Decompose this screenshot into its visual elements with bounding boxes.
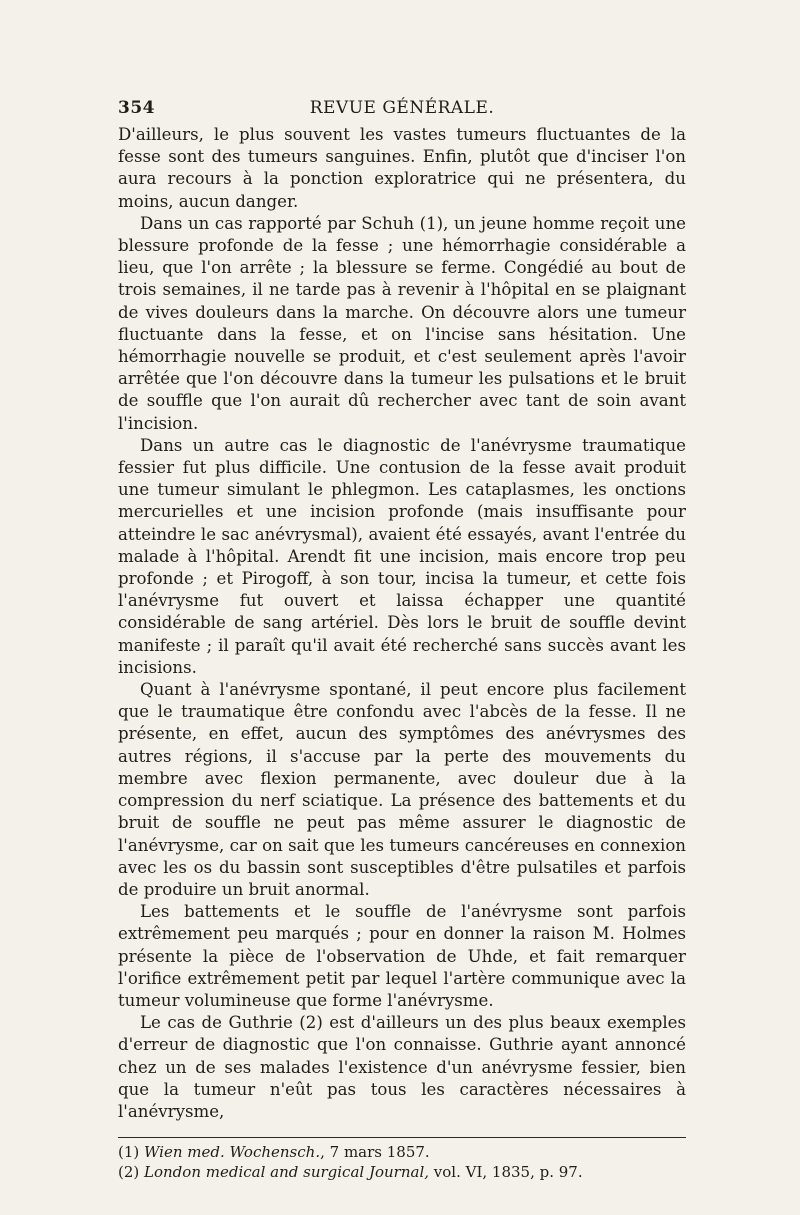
footnote-source: London medical and surgical Journal,: [144, 1163, 430, 1182]
footnote-1: [118, 1142, 686, 1162]
page-number: 354: [118, 98, 155, 118]
paragraph: D'ailleurs, le plus souvent les vastes tumeurs fluctuantes de la fesse sont des tumeurs sanguines. Enfin, plutôt que d'inciser l'on aura recours à la ponction exploratrice qui ne présentera, du moins, aucun danger.: [118, 125, 686, 211]
footnotes: [118, 1142, 686, 1182]
paragraph: Les battements et le souffle de l'anévrysme sont parfois extrêmement peu marqués ; pour en donner la raison M. Holmes présente la pièce de l'observation de Uhde, et fait remarquer l'orifice extrêmement petit par lequel l'artère communique avec la tumeur volumineuse que forme l'anévrysme.: [118, 902, 686, 1010]
footnote-detail: vol. VI, 1835, p. 97.: [429, 1163, 583, 1182]
paragraph: Le cas de Guthrie (2) est d'ailleurs un des plus beaux exemples d'erreur de diagnostic que l'on connaisse. Guthrie ayant annoncé chez un de ses malades l'existence d'un anévrysme fessier, bien que la tumeur n'eût pas tous les caractères nécessaires à l'anévrysme,: [118, 1013, 686, 1121]
footnote-source: Wien med. Wochensch.: [144, 1143, 321, 1162]
running-title: REVUE GÉNÉRALE.: [309, 98, 495, 118]
page: [118, 98, 686, 1182]
footnote-marker: (1): [118, 1143, 140, 1162]
footnote-marker: (2): [118, 1163, 140, 1182]
footnote-divider: [118, 1137, 686, 1138]
footnote-detail: , 7 mars 1857.: [320, 1143, 430, 1162]
footnote-2: [118, 1162, 686, 1182]
body-text: [118, 124, 686, 1123]
paragraph: Quant à l'anévrysme spontané, il peut encore plus facilement que le traumatique être confondu avec l'abcès de la fesse. Il ne présente, en effet, aucun des symptômes des anévrysmes des autres régions, il s'accuse par la perte des mouvements du membre avec flexion permanente, avec douleur due à la compression du nerf sciatique. La présence des battements et du bruit de souffle ne peut pas même assurer le diagnostic de l'anévrysme, car on sait que les tumeurs cancéreuses en connexion avec les os du bassin sont susceptibles d'être pulsatiles et parfois de produire un bruit anormal.: [118, 680, 686, 899]
paragraph: Dans un cas rapporté par Schuh (1), un jeune homme reçoit une blessure profonde de la fesse ; une hémorrhagie considérable a lieu, que l'on arrête ; la blessure se ferme. Congédié au bout de trois semaines, il ne tarde pas à revenir à l'hôpital en se plaignant de vives douleurs dans la marche. On découvre alors une tumeur fluctuante dans la fesse, et on l'incise sans hésitation. Une hémorrhagie nouvelle se produit, et c'est seulement après l'avoir arrêtée que l'on découvre dans la tumeur les pulsations et le bruit de souffle que l'on aurait dû rechercher avec tant de soin avant l'incision.: [118, 213, 686, 433]
paragraph: Dans un autre cas le diagnostic de l'anévrysme traumatique fessier fut plus difficile. Une contusion de la fesse avait produit une tumeur simulant le phlegmon. Les cataplasmes, les onctions mercurielles et une incision profonde (mais insuffisante pour atteindre le sac anévrysmal), avaient été essayés, avant l'entrée du malade à l'hôpital. Arendt fit une incision, mais encore trop peu profonde ; et Pirogoff, à son tour, incisa la tumeur, et cette fois l'anévrysme fut ouvert et laissa échapper une quantité considérable de sang artériel. Dès lors le bruit de souffle devint manifeste ; il paraît qu'il avait été recherché sans succès avant les incisions.: [118, 435, 686, 677]
page-header: [118, 98, 686, 124]
